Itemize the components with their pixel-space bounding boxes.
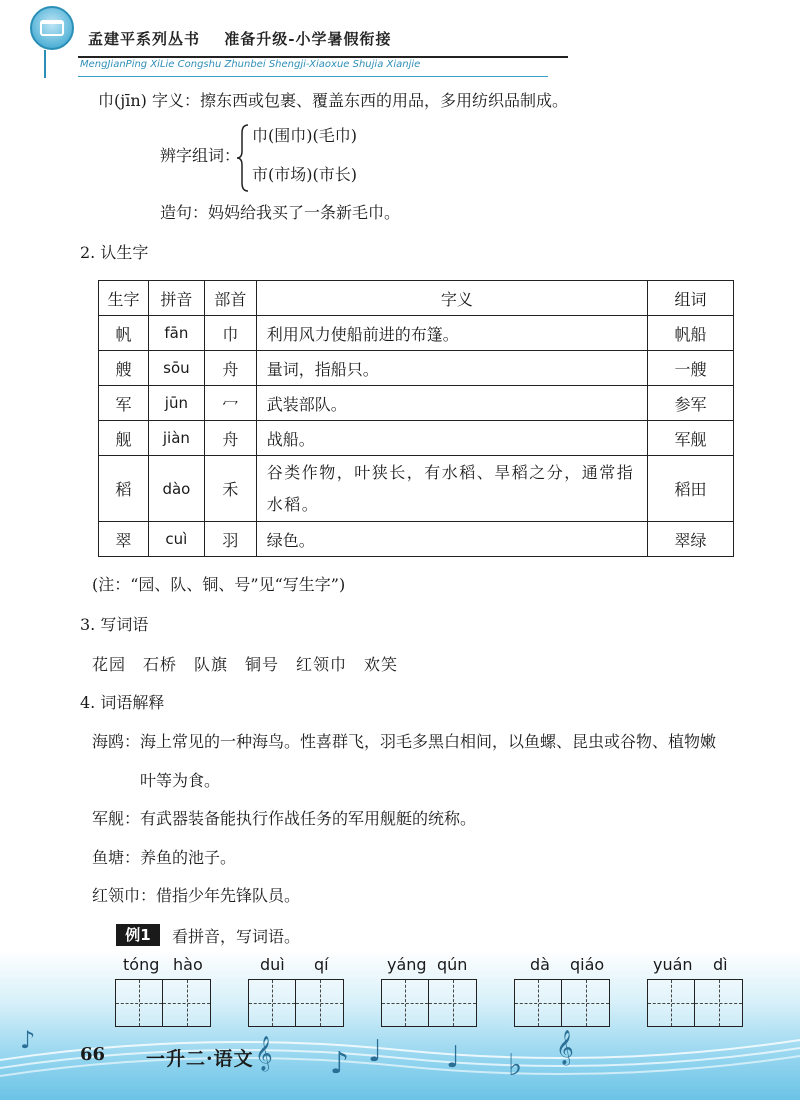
junjian-definition: 军舰：有武器装备能执行作战任务的军用舰艇的统称。 (92, 809, 477, 828)
honglingjin-definition: 红领巾：借指少年先锋队员。 (92, 886, 301, 905)
pinyin-label: dà (530, 955, 550, 974)
cell-meaning: 武装部队。 (256, 386, 647, 421)
cell-pinyin: jiàn (148, 421, 204, 456)
pinyin-label: hào (173, 955, 203, 974)
cell-radical: 羽 (204, 522, 256, 557)
writing-box[interactable] (296, 979, 344, 1027)
cell-word: 稻田 (648, 456, 734, 522)
section-4-title: 4. 词语解释 (80, 693, 165, 712)
jin-sentence: 造句：妈妈给我买了一条新毛巾。 (160, 203, 401, 222)
cell-meaning: 谷类作物，叶狭长，有水稻、旱稻之分，通常指水稻。 (256, 456, 647, 522)
answer-grid-1 (115, 955, 211, 1027)
header-char: 生字 (99, 281, 149, 316)
pinyin-label: dì (713, 955, 728, 974)
pinyin-label: qiáo (570, 955, 605, 974)
cell-char: 翠 (99, 522, 149, 557)
header-pinyin-subtitle: MengJianPing XiLie Congshu Zhunbei Shengji-Xiaoxue Shujia Xianjie (80, 59, 421, 70)
table-row (99, 456, 734, 522)
music-note-icon: ♩ (368, 1034, 383, 1069)
pinyin-label: yuán (653, 955, 693, 974)
cell-char: 军 (99, 386, 149, 421)
writing-box[interactable] (695, 979, 743, 1027)
cell-radical: 冖 (204, 386, 256, 421)
music-note-icon: ♩ (446, 1040, 461, 1075)
table-note: (注：“园、队、铜、号”见“写生字”) (92, 575, 346, 594)
table-row (99, 316, 734, 351)
pinyin-label: qún (437, 955, 468, 974)
answer-grid-4 (514, 955, 610, 1027)
pinyin-label: yáng (387, 955, 427, 974)
table-row (99, 522, 734, 557)
cell-radical: 舟 (204, 351, 256, 386)
treble-clef-icon: 𝄞 (556, 1030, 574, 1065)
cell-meaning: 量词，指船只。 (256, 351, 647, 386)
treble-clef-icon: 𝄞 (255, 1036, 273, 1071)
cell-pinyin: cuì (148, 522, 204, 557)
table-row (99, 421, 734, 456)
book-title: 准备升级-小学暑假衔接 (224, 30, 392, 48)
cell-radical: 舟 (204, 421, 256, 456)
example-instruction: 看拼音，写词语。 (172, 927, 301, 946)
bianzi-item-2: 市(市场)(市长) (252, 165, 357, 184)
cell-meaning: 利用风力使船前进的布篷。 (256, 316, 647, 351)
writing-box[interactable] (647, 979, 695, 1027)
cell-word: 参军 (648, 386, 734, 421)
music-note-icon: ♪ (20, 1026, 36, 1054)
writing-box[interactable] (115, 979, 163, 1027)
section-2-title: 2. 认生字 (80, 243, 149, 262)
header-underline (78, 76, 548, 77)
cell-pinyin: dào (148, 456, 204, 522)
cell-word: 军舰 (648, 421, 734, 456)
music-staff-wave (0, 1020, 800, 1080)
pinyin-label: qí (314, 955, 329, 974)
answer-grid-5 (647, 955, 743, 1027)
header-title (88, 28, 391, 49)
haiou-definition: 海鸥：海上常见的一种海鸟。性喜群飞，羽毛多黑白相间，以鱼螺、昆虫或谷物、植物嫩 (92, 732, 717, 751)
table-row (99, 386, 734, 421)
cell-word: 翠绿 (648, 522, 734, 557)
new-characters-table (98, 280, 734, 557)
cell-radical: 禾 (204, 456, 256, 522)
bianzi-item-1: 巾(围巾)(毛巾) (252, 126, 357, 145)
cell-char: 艘 (99, 351, 149, 386)
bianzi-label: 辨字组词： (160, 146, 241, 165)
writing-box[interactable] (163, 979, 211, 1027)
writing-box[interactable] (381, 979, 429, 1027)
writing-box[interactable] (429, 979, 477, 1027)
brace-icon (236, 123, 250, 193)
cell-pinyin: fān (148, 316, 204, 351)
cell-word: 一艘 (648, 351, 734, 386)
writing-box[interactable] (514, 979, 562, 1027)
example-badge: 例1 (116, 924, 160, 946)
cell-word: 帆船 (648, 316, 734, 351)
pinyin-label: tóng (123, 955, 160, 974)
cell-char: 帆 (99, 316, 149, 351)
cell-meaning: 绿色。 (256, 522, 647, 557)
section-3-title: 3. 写词语 (80, 615, 149, 634)
yutang-definition: 鱼塘：养鱼的池子。 (92, 848, 237, 867)
cell-char: 稻 (99, 456, 149, 522)
header-word: 组词 (648, 281, 734, 316)
writing-box[interactable] (248, 979, 296, 1027)
cell-pinyin: sōu (148, 351, 204, 386)
header-divider (78, 56, 568, 58)
header-meaning: 字义 (256, 281, 647, 316)
writing-box[interactable] (562, 979, 610, 1027)
haiou-definition-cont: 叶等为食。 (140, 771, 221, 790)
answer-grid-2 (248, 955, 344, 1027)
words-list: 花园 石桥 队旗 铜号 红领巾 欢笑 (92, 655, 399, 674)
pinyin-label: duì (260, 955, 285, 974)
jin-meaning: 巾(jīn) 字义：擦东西或包裹、覆盖东西的用品，多用纺织品制成。 (98, 91, 568, 110)
series-title: 孟建平系列丛书 (88, 30, 201, 48)
header-pinyin: 拼音 (148, 281, 204, 316)
cell-meaning: 战船。 (256, 421, 647, 456)
table-row (99, 351, 734, 386)
treble-clef-icon (44, 50, 60, 78)
page-header (0, 0, 800, 80)
page-number: 66 (80, 1044, 106, 1065)
cell-radical: 巾 (204, 316, 256, 351)
music-note-icon: ♪ (330, 1046, 350, 1081)
book-grade-tag: 一升二·语文 (146, 1048, 254, 1070)
book-logo-icon (30, 6, 74, 50)
header-radical: 部首 (204, 281, 256, 316)
table-header-row (99, 281, 734, 316)
cell-char: 舰 (99, 421, 149, 456)
answer-grid-3 (381, 955, 477, 1027)
flat-sign-icon: ♭ (508, 1048, 523, 1083)
cell-pinyin: jūn (148, 386, 204, 421)
